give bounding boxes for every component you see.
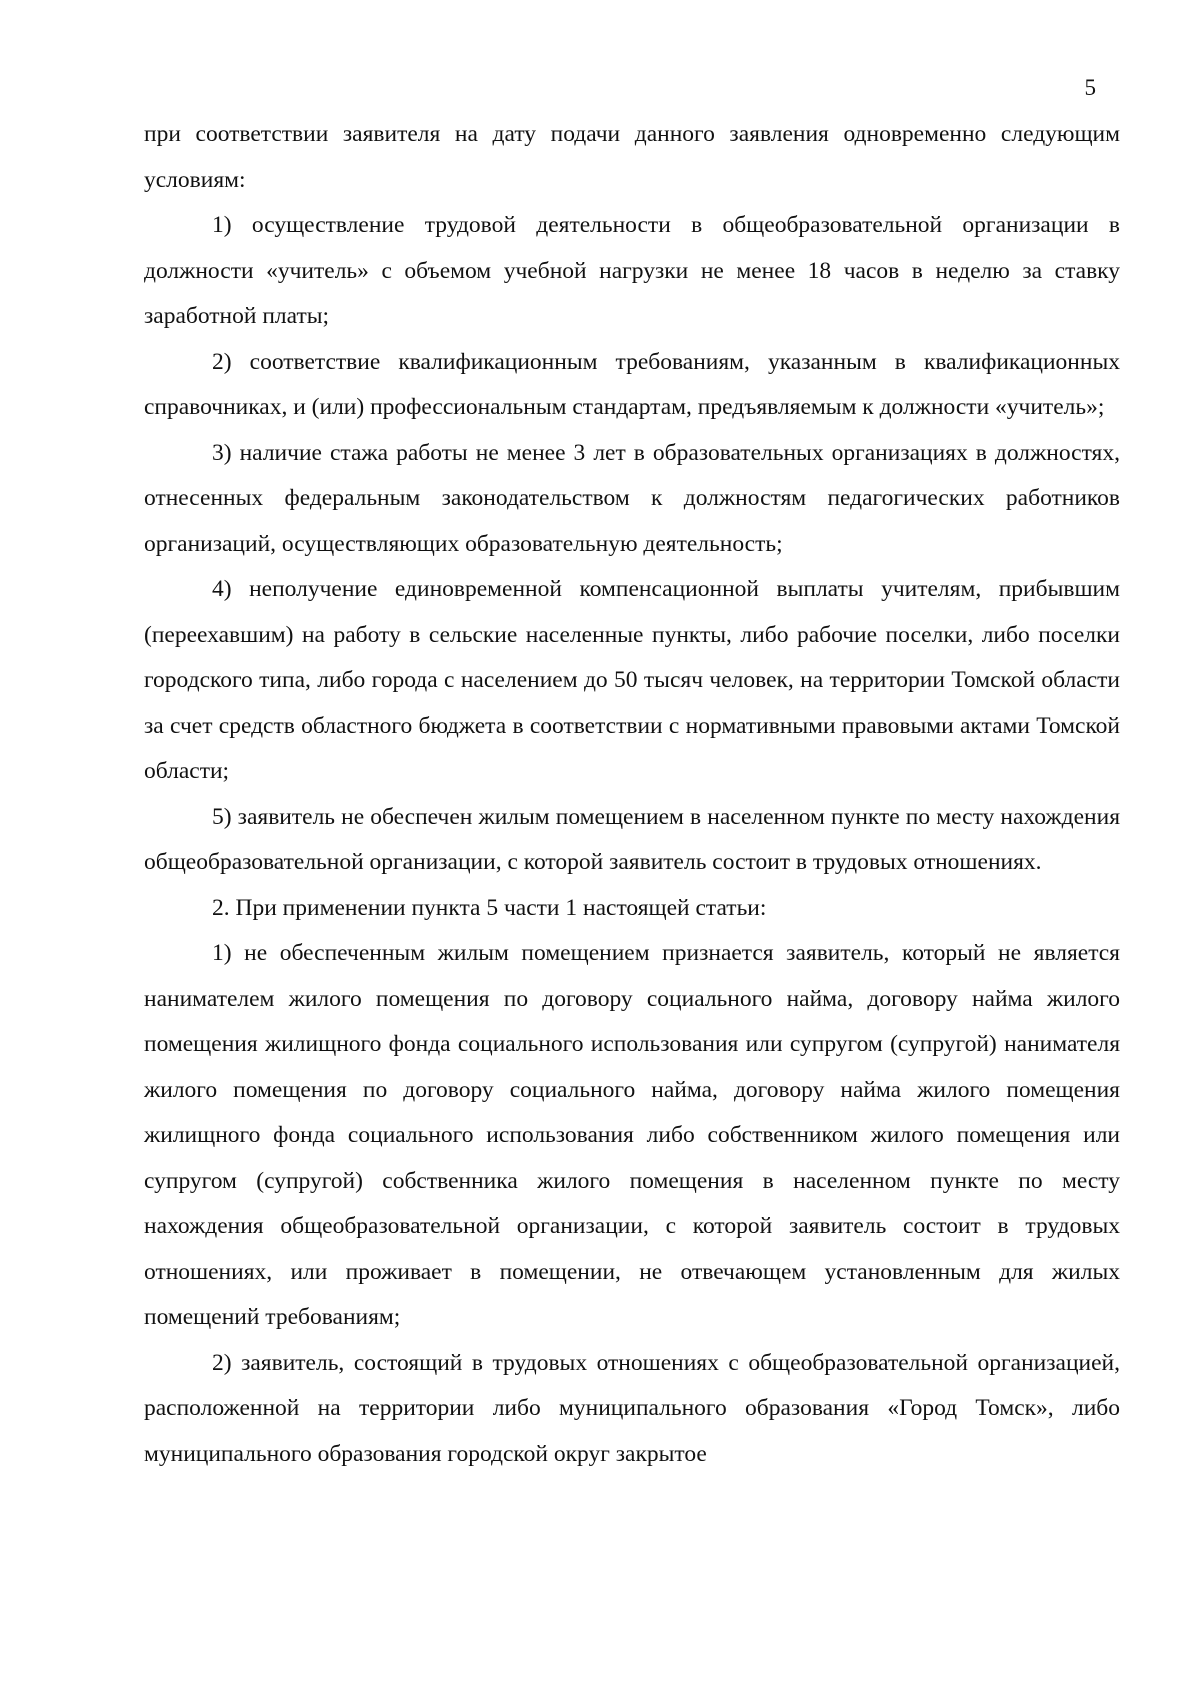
paragraph-condition-5: 5) заявитель не обеспечен жилым помещением в населенном пункте по месту нахождения общеобразовательной организации, с которой заявитель состоит в трудовых отношениях.	[144, 803, 1120, 875]
paragraph-condition-4: 4) неполучение единовременной компенсационной выплаты учителям, прибывшим (переехавшим) на работу в сельские населенные пункты, либо рабочие поселки, либо поселки городского типа, либо города с населением до 50 тысяч человек, на территории Томской области за счет средств областного бюджета в соответствии с нормативными правовыми актами Томской области;	[144, 576, 1120, 784]
page-number: 5	[1084, 75, 1096, 100]
paragraph-condition-3: 3) наличие стажа работы не менее 3 лет в образовательных организациях в должностях, отнесенных федеральным законодательством к должностям педагогических работников организаций, осуществляющих образовательную деятельность;	[144, 439, 1120, 557]
document-body	[144, 112, 1120, 1477]
paragraph-condition-1: 1) осуществление трудовой деятельности в общеобразовательной организации в должности «учитель» с объемом учебной нагрузки не менее 18 часов в неделю за ставку заработной платы;	[144, 212, 1120, 329]
paragraph-intro: при соответствии заявителя на дату подачи данного заявления одновременно следующим условиям:	[144, 121, 1120, 193]
paragraph-part-2-heading: 2. При применении пункта 5 части 1 настоящей статьи:	[212, 894, 767, 921]
paragraph-part-2-item-1: 1) не обеспеченным жилым помещением признается заявитель, который не является нанимателем жилого помещения по договору социального найма, договору найма жилого помещения жилищного фонда социального использования или супругом (супругой) нанимателя жилого помещения по договору социального найма, договору найма жилого помещения жилищного фонда социального использования либо собственником жилого помещения или супругом (супругой) собственника жилого помещения в населенном пункте по месту нахождения общеобразовательной организации, с которой заявитель состоит в трудовых отношениях, или проживает в помещении, не отвечающем установленным для жилых помещений требованиям;	[144, 940, 1120, 1330]
paragraph-part-2-item-2: 2) заявитель, состоящий в трудовых отношениях с общеобразовательной организацией, расположенной на территории либо муниципального образования «Город Томск», либо муниципального образования городской округ закрытое	[144, 1349, 1120, 1467]
paragraph-condition-2: 2) соответствие квалификационным требованиям, указанным в квалификационных справочниках, и (или) профессиональным стандартам, предъявляемым к должности «учитель»;	[144, 348, 1120, 420]
